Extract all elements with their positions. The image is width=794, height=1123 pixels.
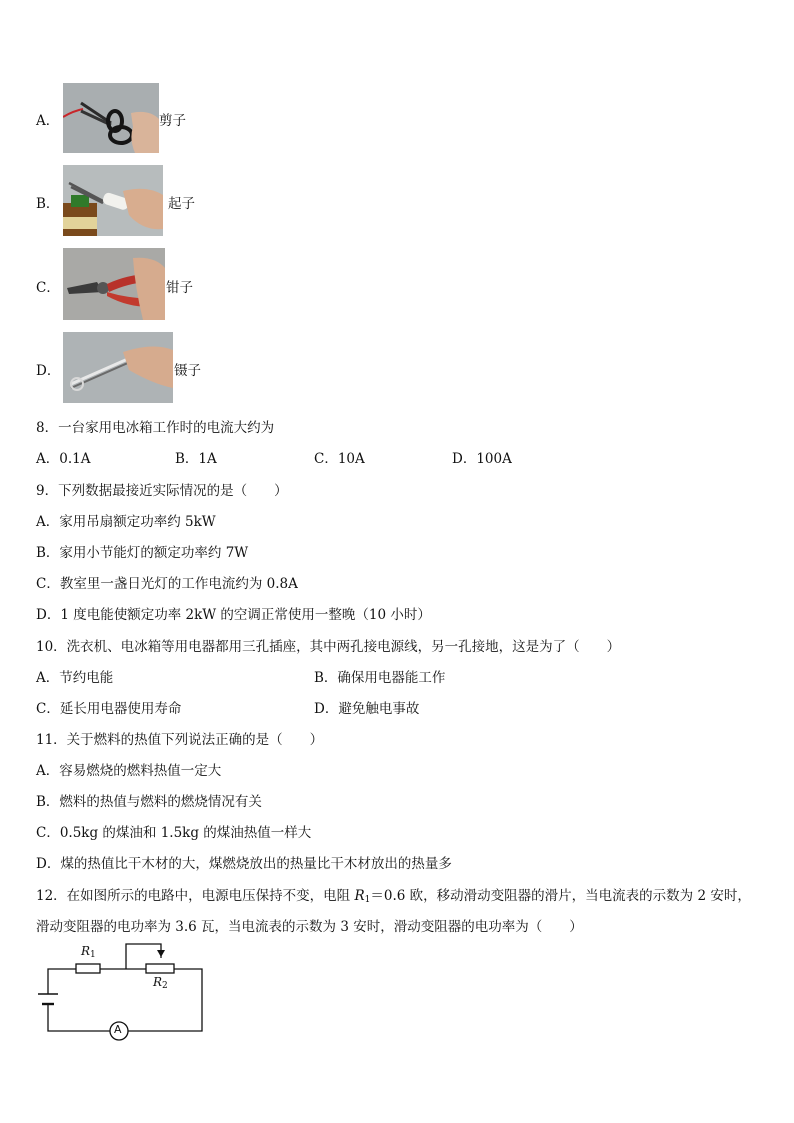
q7-option-a-tool: 剪子 bbox=[159, 113, 186, 129]
q8-option-b: B．1A bbox=[175, 451, 217, 467]
q9-option-a: A．家用吊扇额定功率约 5kW bbox=[36, 514, 216, 530]
wire-bottom-left bbox=[48, 1004, 110, 1031]
q9-option-c: C．教室里一盏日光灯的工作电流约为 0.8A bbox=[36, 576, 298, 592]
ammeter-label: A bbox=[114, 1023, 122, 1036]
q12-stem-part1: 12．在如图所示的电路中，电源电压保持不变，电阻 bbox=[36, 888, 355, 904]
q9-option-b: B．家用小节能灯的额定功率约 7W bbox=[36, 545, 249, 561]
q7-option-c-tool: 钳子 bbox=[166, 280, 193, 296]
q12-stem-line1 bbox=[36, 884, 751, 905]
q7-option-a-letter: A． bbox=[36, 113, 60, 129]
q12-r1-symbol: R bbox=[354, 888, 365, 904]
q8-stem: 8．一台家用电冰箱工作时的电流大约为 bbox=[36, 420, 275, 436]
q7-option-c-letter: C． bbox=[36, 280, 60, 296]
resistor-r1 bbox=[76, 964, 100, 973]
slider-arrow-icon bbox=[157, 950, 165, 957]
q10-option-b: B．确保用电器能工作 bbox=[314, 670, 446, 686]
pliers-photo bbox=[63, 248, 165, 320]
q10-option-a: A．节约电能 bbox=[36, 670, 114, 686]
q11-stem: 11．关于燃料的热值下列说法正确的是（ ） bbox=[36, 732, 324, 748]
q10-option-c: C．延长用电器使用寿命 bbox=[36, 701, 182, 717]
rheostat-r2 bbox=[146, 964, 174, 973]
q10-stem: 10．洗衣机、电冰箱等用电器都用三孔插座，其中两孔接电源线，另一孔接地，这是为了（ ） bbox=[36, 639, 621, 655]
q12-r1-sub: 1 bbox=[364, 895, 371, 905]
q11-option-b: B．燃料的热值与燃料的燃烧情况有关 bbox=[36, 794, 262, 810]
wire-top-left bbox=[48, 969, 76, 971]
q11-option-d: D．煤的热值比干木材的大，煤燃烧放出的热量比干木材放出的热量多 bbox=[36, 856, 452, 872]
q8-option-a: A．0.1A bbox=[36, 451, 91, 467]
q11-option-c: C．0.5kg 的煤油和 1.5kg 的煤油热值一样大 bbox=[36, 825, 312, 841]
q7-option-b-letter: B． bbox=[36, 196, 60, 212]
scissors-photo bbox=[63, 83, 159, 153]
q11-option-a: A．容易燃烧的燃料热值一定大 bbox=[36, 763, 222, 779]
r1-label: $R_1$ bbox=[81, 944, 96, 960]
q7-option-b-tool: 起子 bbox=[168, 196, 195, 212]
q7-option-d-letter: D． bbox=[36, 363, 61, 379]
q10-option-d: D．避免触电事故 bbox=[314, 701, 420, 717]
q9-option-d: D．1 度电能使额定功率 2kW 的空调正常使用一整晚（10 小时） bbox=[36, 607, 431, 623]
q12-stem-line2: 滑动变阻器的电功率为 3.6 瓦，当电流表的示数为 3 安时，滑动变阻器的电功率为（ ） bbox=[36, 919, 583, 935]
q8-option-d: D．100A bbox=[452, 451, 512, 467]
q12-stem-part2: ＝0.6 欧，移动滑动变阻器的滑片，当电流表的示数为 2 安时， bbox=[370, 888, 751, 904]
tweezers-photo bbox=[63, 332, 173, 403]
bottle-opener-photo bbox=[63, 165, 163, 236]
r2-label: $R_2$ bbox=[153, 975, 168, 991]
q9-stem: 9．下列数据最接近实际情况的是（ ） bbox=[36, 483, 288, 499]
circuit-diagram bbox=[36, 942, 212, 1042]
q8-option-c: C．10A bbox=[314, 451, 365, 467]
q7-option-d-tool: 镊子 bbox=[174, 363, 201, 379]
